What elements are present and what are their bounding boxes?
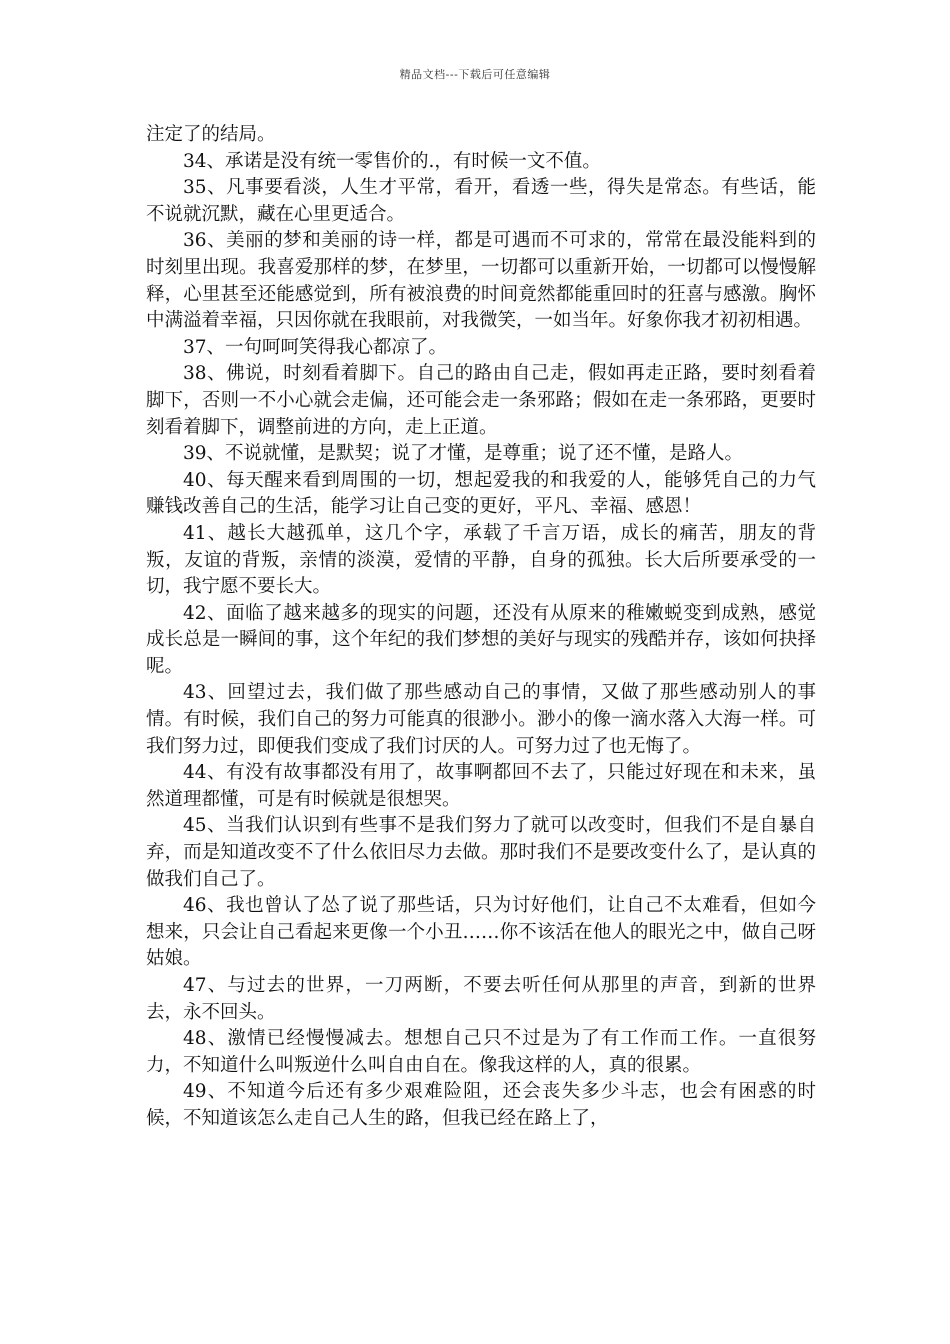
page-header: 精品文档---下载后可任意编辑 — [399, 68, 551, 81]
paragraph: 44、有没有故事都没有用了，故事啊都回不去了，只能过好现在和未来，虽然道理都懂，可是有时候就是很想哭。 — [146, 762, 816, 810]
paragraph: 34、承诺是没有统一零售价的.，有时候一文不值。 — [183, 150, 601, 172]
paragraph: 45、当我们认识到有些事不是我们努力了就可以改变时，但我们不是自暴自弃，而是知道改变不了什么依旧尽力去做。那时我们不是要改变什么了，是认真的做我们自己了。 — [146, 815, 816, 890]
paragraph: 37、一句呵呵笑得我心都凉了。 — [183, 336, 448, 358]
paragraph: 43、回望过去，我们做了那些感动自己的事情，又做了那些感动别人的事情。有时候，我们自己的努力可能真的很渺小。渺小的像一滴水落入大海一样。可我们努力过，即便我们变成了我们讨厌的人。可努力过了也无悔了。 — [146, 682, 816, 757]
paragraph: 38、佛说，时刻看着脚下。自己的路由自己走，假如再走正路，要时刻看着脚下，否则一不小心就会走偏，还可能会走一条邪路；假如在走一条邪路，更要时刻看着脚下，调整前进的方向，走上正道。 — [146, 363, 816, 438]
paragraph: 注定了的结局。 — [146, 124, 276, 145]
paragraph: 48、激情已经慢慢减去。想想自己只不过是为了有工作而工作。一直很努力，不知道什么叫叛逆什么叫自由自在。像我这样的人，真的很累。 — [146, 1028, 816, 1076]
paragraph: 35、凡事要看淡，人生才平常，看开，看透一些，得失是常态。有些话，能不说就沉默，藏在心里更适合。 — [146, 177, 816, 225]
paragraph: 49、不知道今后还有多少艰难险阻，还会丧失多少斗志，也会有困惑的时候，不知道该怎么走自己人生的路，但我已经在路上了， — [146, 1081, 816, 1129]
paragraph: 39、不说就懂，是默契；说了才懂，是尊重；说了还不懂，是路人。 — [183, 443, 744, 465]
paragraph: 42、面临了越来越多的现实的问题，还没有从原来的稚嫩蜕变到成熟，感觉成长总是一瞬间的事，这个年纪的我们梦想的美好与现实的残酷并存，该如何抉择呢。 — [146, 602, 816, 677]
paragraph: 46、我也曾认了怂了说了那些话，只为讨好他们，让自己不太难看，但如今想来，只会让自己看起来更像一个小丑……你不该活在他人的眼光之中，做自己呀姑娘。 — [146, 895, 816, 970]
paragraph: 41、越长大越孤单，这几个字，承载了千言万语，成长的痛苦，朋友的背叛，友谊的背叛，亲情的淡漠，爱情的平静，自身的孤独。长大后所要承受的一切，我宁愿不要长大。 — [146, 522, 816, 598]
document-body — [146, 122, 816, 1133]
paragraph: 47、与过去的世界，一刀两断，不要去听任何从那里的声音，到新的世界去，永不回头。 — [146, 975, 816, 1023]
paragraph: 40、每天醒来看到周围的一切，想起爱我的和我爱的人，能够凭自己的力气赚钱改善自己的生活，能学习让自己变的更好，平凡、幸福、感恩！ — [146, 469, 816, 518]
paragraph: 36、美丽的梦和美丽的诗一样，都是可遇而不可求的，常常在最没能料到的时刻里出现。我喜爱那样的梦，在梦里，一切都可以重新开始，一切都可以慢慢解释，心里甚至还能感觉到，所有被浪费的时间竟然都能重回时的狂喜与感激。胸怀中满溢着幸福，只因你就在我眼前，对我微笑，一如当年。好象你我才初初相遇。 — [146, 230, 816, 332]
